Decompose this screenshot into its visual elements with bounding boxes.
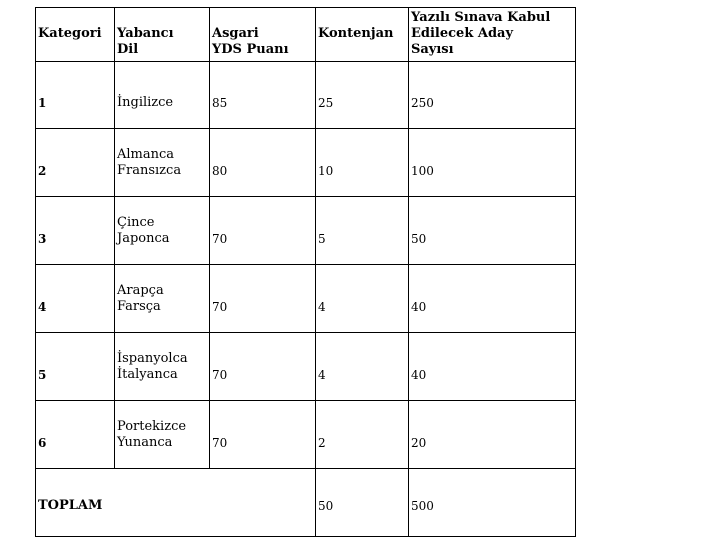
cell-aday: 40 bbox=[409, 333, 576, 401]
header-kategori: Kategori bbox=[36, 8, 115, 62]
cell-kategori: 1 bbox=[36, 62, 115, 129]
total-aday: 500 bbox=[409, 469, 576, 537]
cell-kontenjan: 25 bbox=[316, 62, 409, 129]
total-label: TOPLAM bbox=[36, 469, 316, 537]
cell-yds: 80 bbox=[210, 129, 316, 197]
cell-kontenjan: 4 bbox=[316, 265, 409, 333]
cell-yds: 85 bbox=[210, 62, 316, 129]
table-row bbox=[36, 265, 576, 333]
cell-kategori: 5 bbox=[36, 333, 115, 401]
cell-kategori: 2 bbox=[36, 129, 115, 197]
table-row bbox=[36, 333, 576, 401]
header-aday-sayisi: Yazılı Sınava Kabul Edilecek Aday Sayısı bbox=[409, 8, 576, 62]
cell-dil: Portekizce Yunanca bbox=[115, 401, 210, 469]
cell-aday: 250 bbox=[409, 62, 576, 129]
header-asgari-yds-puani: Asgari YDS Puanı bbox=[210, 8, 316, 62]
cell-dil: Çince Japonca bbox=[115, 197, 210, 265]
quota-table bbox=[35, 7, 576, 537]
cell-kategori: 3 bbox=[36, 197, 115, 265]
header-yabanci-dil: Yabancı Dil bbox=[115, 8, 210, 62]
cell-dil: Almanca Fransızca bbox=[115, 129, 210, 197]
cell-yds: 70 bbox=[210, 333, 316, 401]
cell-yds: 70 bbox=[210, 197, 316, 265]
cell-kategori: 6 bbox=[36, 401, 115, 469]
cell-aday: 100 bbox=[409, 129, 576, 197]
total-row bbox=[36, 469, 576, 537]
cell-kontenjan: 4 bbox=[316, 333, 409, 401]
total-kontenjan: 50 bbox=[316, 469, 409, 537]
cell-yds: 70 bbox=[210, 401, 316, 469]
cell-aday: 20 bbox=[409, 401, 576, 469]
cell-kategori: 4 bbox=[36, 265, 115, 333]
table-row bbox=[36, 62, 576, 129]
table-row bbox=[36, 401, 576, 469]
cell-aday: 50 bbox=[409, 197, 576, 265]
table-row bbox=[36, 197, 576, 265]
header-row bbox=[36, 8, 576, 62]
cell-aday: 40 bbox=[409, 265, 576, 333]
cell-yds: 70 bbox=[210, 265, 316, 333]
cell-dil: İspanyolca İtalyanca bbox=[115, 333, 210, 401]
cell-dil: Arapça Farsça bbox=[115, 265, 210, 333]
cell-kontenjan: 2 bbox=[316, 401, 409, 469]
table-row bbox=[36, 129, 576, 197]
cell-kontenjan: 10 bbox=[316, 129, 409, 197]
cell-dil: İngilizce bbox=[115, 62, 210, 129]
cell-kontenjan: 5 bbox=[316, 197, 409, 265]
header-kontenjan: Kontenjan bbox=[316, 8, 409, 62]
